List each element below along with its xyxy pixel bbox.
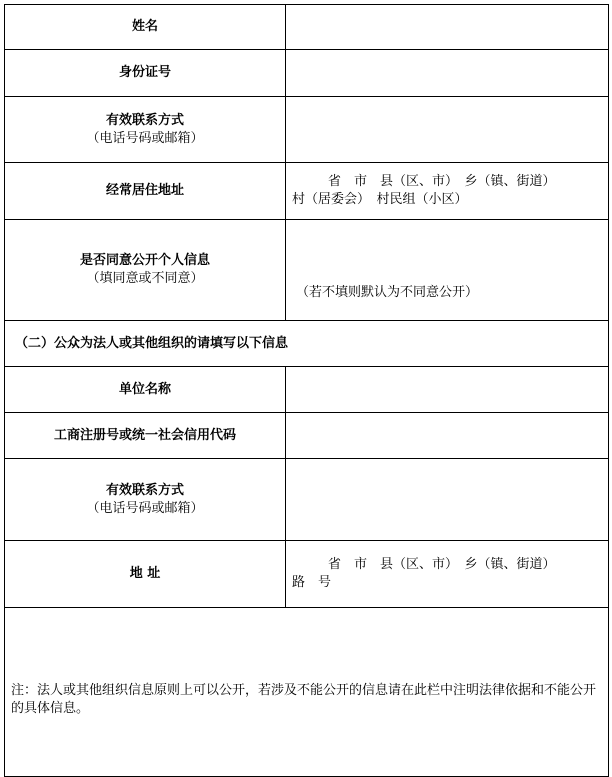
name-label-cell <box>5 5 286 50</box>
note-cell[interactable] <box>5 608 609 777</box>
consent-label: 是否同意公开个人信息 <box>79 253 210 268</box>
name-field[interactable] <box>286 5 609 50</box>
consent-field[interactable] <box>286 220 609 321</box>
table-row <box>5 50 609 97</box>
consent-label-cell <box>5 220 286 321</box>
table-row <box>5 97 609 163</box>
contact-sublabel: （电话号码或邮箱） <box>86 130 204 146</box>
org-address-label: 地 址 <box>129 566 161 581</box>
table-row <box>5 321 609 367</box>
table-row <box>5 608 609 777</box>
table-row <box>5 220 609 321</box>
org-contact-label-cell <box>5 459 286 541</box>
unit-name-field[interactable] <box>286 367 609 413</box>
table-row <box>5 367 609 413</box>
id-number-label: 身份证号 <box>118 65 171 80</box>
table-row <box>5 5 609 50</box>
unit-name-label: 单位名称 <box>118 381 171 397</box>
org-address-line-2: 路 号 <box>292 575 332 590</box>
table-row <box>5 413 609 459</box>
address-label: 经常居住地址 <box>105 183 184 198</box>
table-row <box>5 541 609 608</box>
id-label-cell <box>5 50 286 97</box>
org-address-line-1: 省 市 县（区、市） 乡（镇、街道） <box>328 557 556 572</box>
unit-label-cell <box>5 367 286 413</box>
id-number-field[interactable] <box>286 50 609 97</box>
table-row <box>5 459 609 541</box>
registration-code-field[interactable] <box>286 413 609 459</box>
registration-code-label: 工商注册号或统一社会信用代码 <box>53 427 236 443</box>
consent-hint: （若不填则默认为不同意公开） <box>296 285 479 300</box>
address-label-cell <box>5 163 286 220</box>
address-line-2: 村（居委会） 村民组（小区） <box>292 192 468 207</box>
application-form-table <box>4 4 609 777</box>
name-label: 姓名 <box>131 19 158 34</box>
org-address-label-cell <box>5 541 286 608</box>
org-address-field[interactable] <box>286 541 609 608</box>
address-field[interactable] <box>286 163 609 220</box>
contact-label-cell <box>5 97 286 163</box>
table-row <box>5 163 609 220</box>
consent-sublabel: （填同意或不同意） <box>86 271 204 286</box>
org-contact-field[interactable] <box>286 459 609 541</box>
org-contact-sublabel: （电话号码或邮箱） <box>86 500 204 516</box>
reg-label-cell <box>5 413 286 459</box>
org-contact-label: 有效联系方式 <box>105 482 184 498</box>
section-title: （二）公众为法人或其他组织的请填写以下信息 <box>5 321 609 367</box>
address-line-1: 省 市 县（区、市） 乡（镇、街道） <box>328 174 556 189</box>
contact-field[interactable] <box>286 97 609 163</box>
contact-label: 有效联系方式 <box>105 112 184 128</box>
note-text: 注：法人或其他组织信息原则上可以公开，若涉及不能公开的信息请在此栏中注明法律依据和不能公开的具体信息。 <box>11 683 597 716</box>
